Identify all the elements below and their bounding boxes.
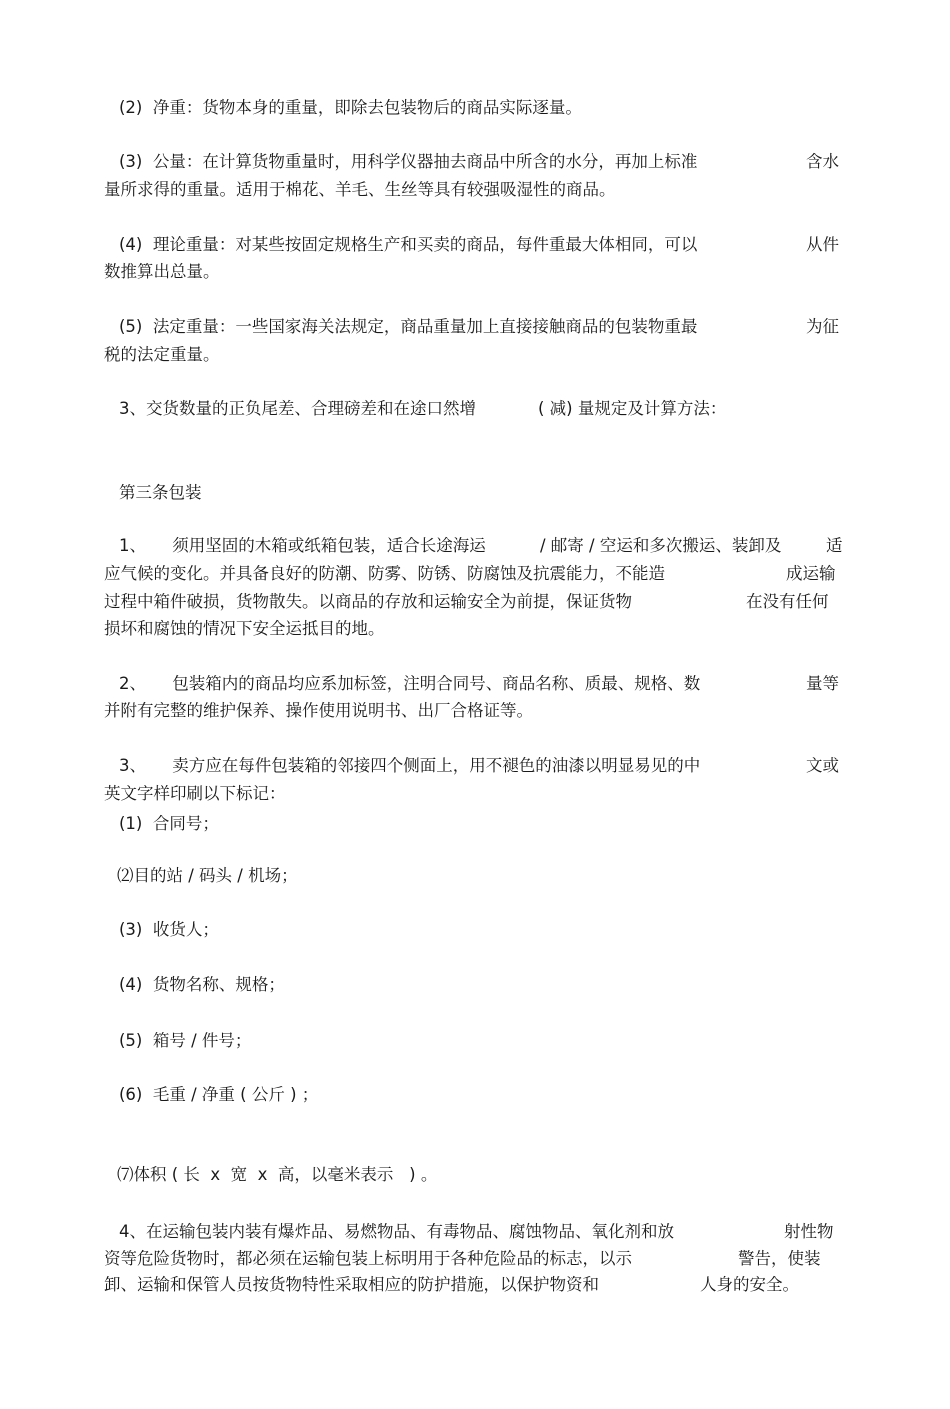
paragraph-packaging-1-line1-mid: / 邮寄 / 空运和多次搬运、装卸及 xyxy=(540,536,782,555)
paragraph-delivery-quantity: 3、交货数量的正负尾差、合理磅差和在途口然增 xyxy=(119,399,476,418)
paragraph-net-weight: (2) 净重：货物本身的重量，即除去包装物后的商品实际逐量。 xyxy=(119,98,582,117)
paragraph-packaging-3-line1-tail: 文或 xyxy=(806,756,839,775)
paragraph-packaging-3-line1: 3、 卖方应在每件包装箱的邻接四个侧面上，用不褪色的油漆以明显易见的中 xyxy=(119,756,701,775)
paragraph-packaging-4-line3: 卸、运输和保管人员按货物特性采取相应的防护措施，以保护物资和 xyxy=(104,1275,599,1294)
paragraph-conditioned-weight-line1-tail: 含水 xyxy=(806,152,839,171)
paragraph-packaging-4-line3-tail: 人身的安全。 xyxy=(700,1275,799,1294)
paragraph-packaging-1-line2-tail: 成运输 xyxy=(786,564,836,583)
paragraph-packaging-4-line2: 资等危险货物时，都必须在运输包装上标明用于各种危险品的标志，以示 xyxy=(104,1249,632,1268)
paragraph-conditioned-weight-line2: 量所求得的重量。适用于棉花、羊毛、生丝等具有较强吸湿性的商品。 xyxy=(104,180,616,199)
paragraph-delivery-quantity-tail: ( 减) 量规定及计算方法： xyxy=(538,399,727,418)
list-item: (3) 收货人； xyxy=(119,920,219,939)
list-item: (6) 毛重 / 净重 ( 公斤 ) ； xyxy=(119,1085,319,1104)
list-item: (1) 合同号； xyxy=(119,814,219,833)
paragraph-packaging-1-line3-tail: 在没有任何 xyxy=(746,592,829,611)
paragraph-conditioned-weight-line1: (3) 公量：在计算货物重量时，用科学仪器抽去商品中所含的水分，再加上标准 xyxy=(119,152,698,171)
paragraph-packaging-1-line2: 应气候的变化。并具备良好的防潮、防雾、防锈、防腐蚀及抗震能力，不能造 xyxy=(104,564,665,583)
paragraph-legal-weight-line1-tail: 为征 xyxy=(806,317,839,336)
list-item: ⑺体积 ( 长 x 宽 x 高，以毫米表示 ) 。 xyxy=(117,1165,438,1184)
paragraph-theoretical-weight-line1-tail: 从件 xyxy=(806,235,839,254)
paragraph-packaging-2-line1: 2、 包装箱内的商品均应系加标签，注明合同号、商品名称、质最、规格、数 xyxy=(119,674,701,693)
paragraph-legal-weight-line2: 税的法定重量。 xyxy=(104,345,220,364)
paragraph-theoretical-weight-line1: (4) 理论重量：对某些按固定规格生产和买卖的商品，每件重最大体相同，可以 xyxy=(119,235,698,254)
section-title-packaging: 第三条包装 xyxy=(119,483,202,502)
paragraph-packaging-4-line1: 4、在运输包装内装有爆炸品、易燃物品、有毒物品、腐蚀物品、氧化剂和放 xyxy=(119,1222,674,1241)
paragraph-packaging-1-line1: 1、 须用坚固的木箱或纸箱包装，适合长途海运 xyxy=(119,536,486,555)
paragraph-theoretical-weight-line2: 数推算出总量。 xyxy=(104,262,220,281)
paragraph-packaging-2-line1-tail: 量等 xyxy=(806,674,839,693)
paragraph-packaging-4-line2-tail: 警告，使装 xyxy=(738,1249,821,1268)
paragraph-packaging-1-line1-tail: 适 xyxy=(826,536,843,555)
list-item: (5) 箱号 / 件号； xyxy=(119,1031,252,1050)
list-item: ⑵目的站 / 码头 / 机场； xyxy=(117,866,298,885)
paragraph-packaging-1-line4: 损坏和腐蚀的情况下安全运抵目的地。 xyxy=(104,619,385,638)
list-item: (4) 货物名称、规格； xyxy=(119,975,285,994)
paragraph-packaging-1-line3: 过程中箱件破损，货物散失。以商品的存放和运输安全为前提，保证货物 xyxy=(104,592,632,611)
paragraph-legal-weight-line1: (5) 法定重量：一些国家海关法规定，商品重量加上直接接触商品的包装物重最 xyxy=(119,317,698,336)
paragraph-packaging-2-line2: 并附有完整的维护保养、操作使用说明书、出厂合格证等。 xyxy=(104,701,533,720)
paragraph-packaging-3-line2: 英文字样印刷以下标记： xyxy=(104,784,286,803)
paragraph-packaging-4-line1-tail: 射性物 xyxy=(784,1222,834,1241)
